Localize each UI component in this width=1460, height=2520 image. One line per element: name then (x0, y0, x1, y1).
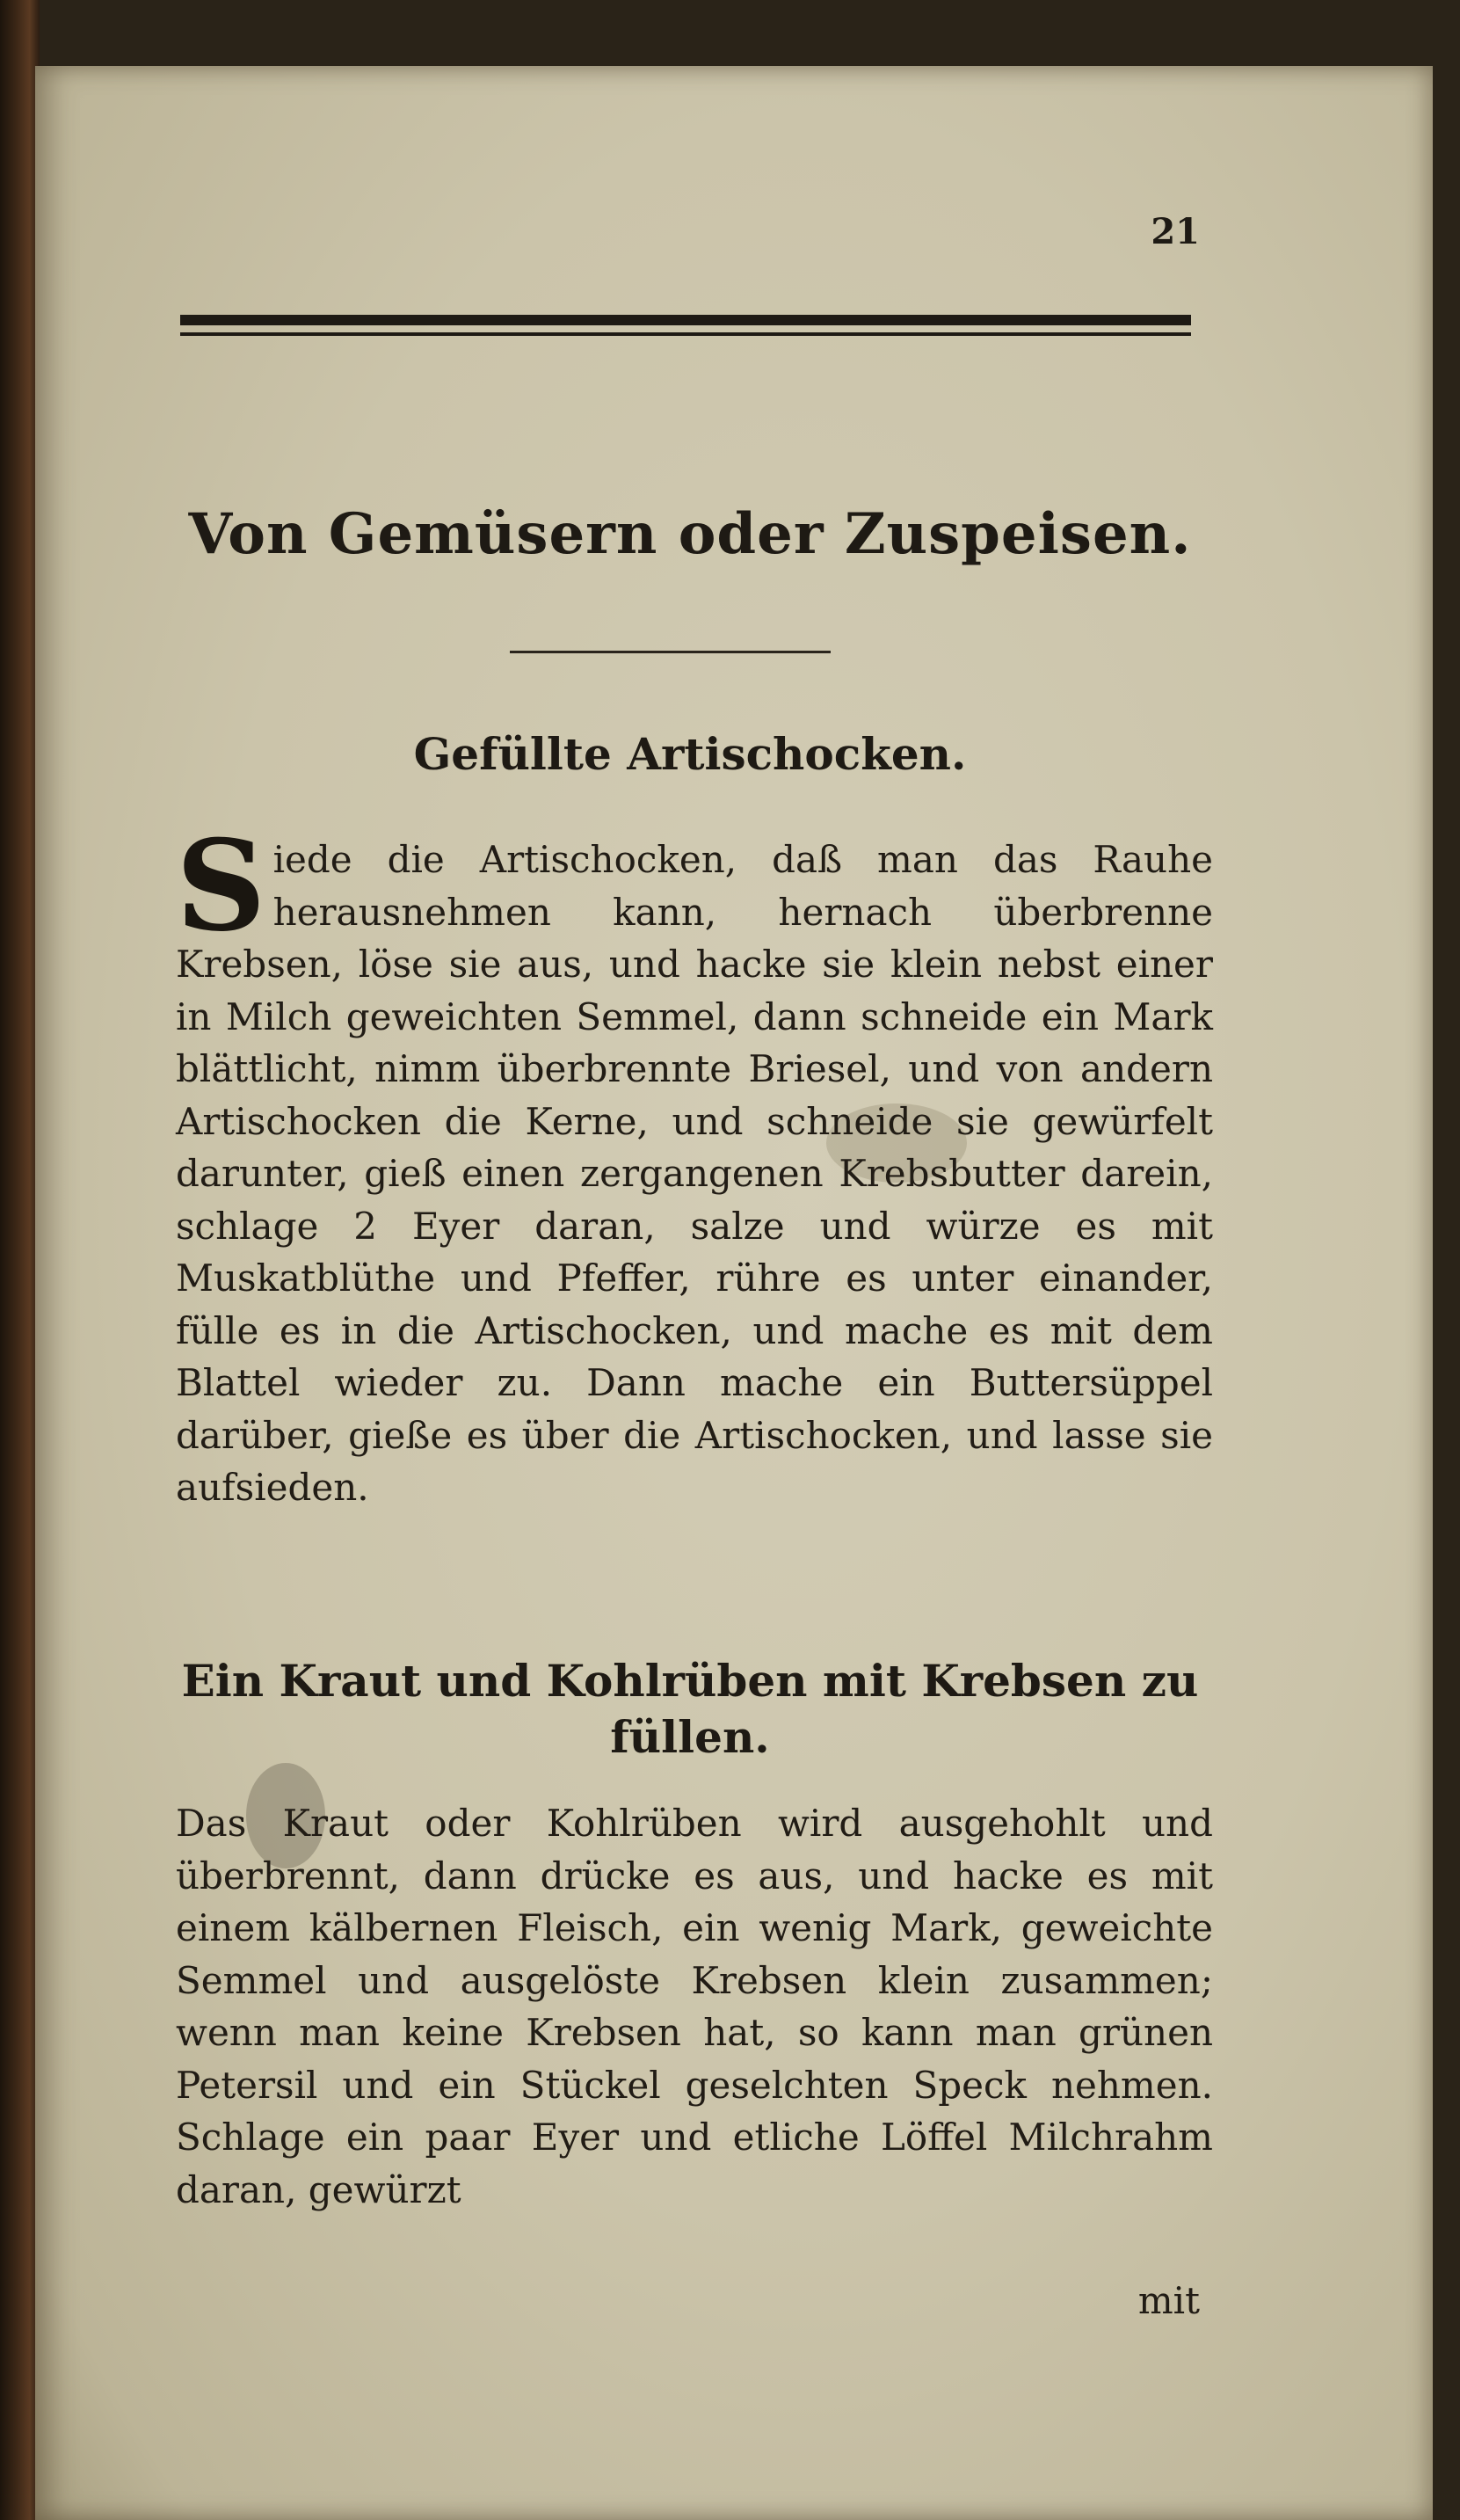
recipe-paragraph (176, 1797, 1213, 2216)
header-rule (180, 315, 1191, 325)
chapter-title: Von Gemüsern oder Zuspeisen. (188, 501, 1192, 567)
paragraph-text: Das Kraut oder Kohlrüben wird ausgehohlt und überbrennt, dann drücke es aus, und hacke es mit einem kälbernen Fleisch, ein wenig Mark, geweichte Semmel und ausgelöste Krebsen klein zusammen; wenn man keine Krebsen hat, so kann man grünen Petersil und ein Stückel geselchten Speck nehmen. Schlage ein paar Eyer und etliche Löffel Milchrahm daran, gewürzt (176, 1802, 1213, 2211)
drop-cap: S (176, 813, 266, 959)
catchword: mit (1137, 2279, 1200, 2322)
section-heading: Gefüllte Artischocken. (413, 728, 967, 780)
page-number: 21 (1151, 211, 1200, 252)
header-rule (180, 332, 1191, 336)
recipe-paragraph (176, 813, 1213, 1514)
section-heading: Ein Kraut und Kohlrüben mit Krebsen zu füllen. (181, 1655, 1199, 1763)
title-divider (510, 651, 831, 653)
paragraph-text: iede die Artischocken, daß man das Rauhe herausnehmen kann, hernach überbrenne Krebsen, löse sie aus, und hacke sie klein nebst einer in Milch geweichten Semmel, dann schneide ein Mark blättlicht, nimm überbrennte Briesel, und von andern Artischocken die Kerne, und schneide sie gewürfelt darunter, gieß einen zergangenen Krebsbutter darein, schlage 2 Eyer daran, salze und würze es mit Muskatblüthe und Pfeffer, rühre es unter einander, fülle es in die Artischocken, und mache es mit dem Blattel wieder zu. Dann mache ein Buttersüppel darüber, gieße es über die Artischocken, und lasse sie aufsieden. (176, 838, 1213, 1509)
book-spine (0, 0, 40, 2520)
